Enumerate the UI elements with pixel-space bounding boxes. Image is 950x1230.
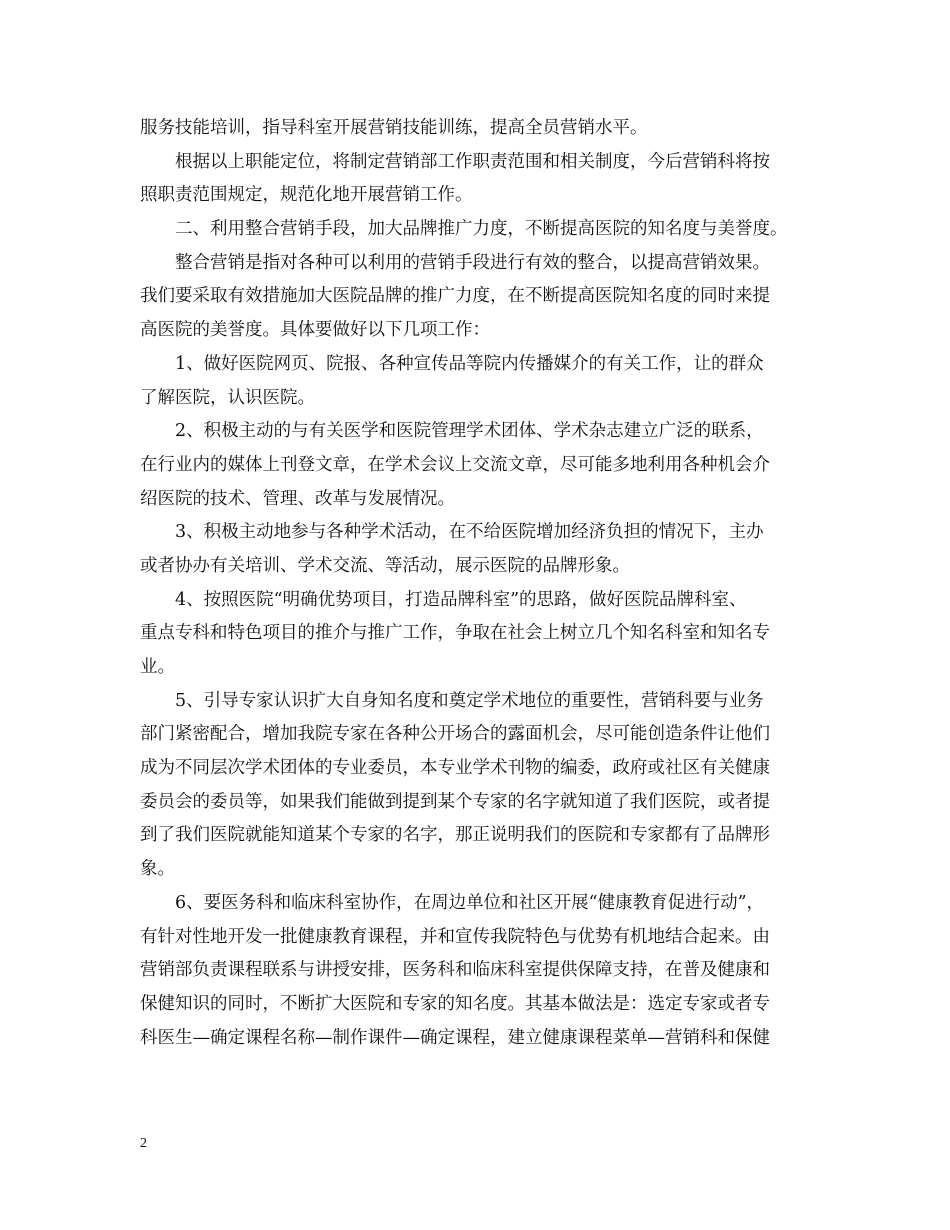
text-line: 照职责范围规定，规范化地开展营销工作。 bbox=[140, 185, 473, 206]
text-line: 重点专科和特色项目的推介与推广工作，争取在社会上树立几个知名科室和知名专 bbox=[140, 623, 770, 644]
text-line: 5、引导专家认识扩大自身知名度和奠定学术地位的重要性，营销科要与业务 bbox=[175, 690, 764, 711]
text-line: 部门紧密配合，增加我院专家在各种公开场合的露面机会，尽可能创造条件让他们 bbox=[140, 724, 770, 745]
text-line: 3、积极主动地参与各种学术活动，在不给医院增加经济负担的情况下，主办 bbox=[175, 522, 764, 543]
text-line: 高医院的美誉度。具体要做好以下几项工作： bbox=[140, 320, 490, 341]
text-line: 或者协办有关培训、学术交流、等活动，展示医院的品牌形象。 bbox=[140, 555, 630, 576]
text-line: 根据以上职能定位，将制定营销部工作职责范围和相关制度，今后营销科将按 bbox=[175, 151, 770, 172]
text-line: 6、要医务科和临床科室协作，在周边单位和社区开展“健康教育促进行动”， bbox=[175, 892, 765, 913]
text-line: 我们要采取有效措施加大医院品牌的推广力度，在不断提高医院知名度的同时来提 bbox=[140, 286, 770, 307]
text-line: 委员会的委员等，如果我们能做到提到某个专家的名字就知道了我们医院，或者提 bbox=[140, 791, 770, 812]
text-line: 到了我们医院就能知道某个专家的名字，那正说明我们的医院和专家都有了品牌形 bbox=[140, 825, 770, 846]
text-line: 了解医院，认识医院。 bbox=[140, 387, 315, 408]
text-line: 4、按照医院“明确优势项目，打造品牌科室”的思路，做好医院品牌科室、 bbox=[175, 589, 747, 610]
text-line: 科医生—确定课程名称—制作课件—确定课程，建立健康课程菜单—营销科和保健 bbox=[140, 1027, 770, 1048]
text-line: 业。 bbox=[140, 657, 175, 677]
text-line: 营销部负责课程联系与讲授安排，医务科和临床科室提供保障支持，在普及健康和 bbox=[140, 960, 770, 981]
body-text bbox=[140, 112, 830, 1055]
text-line: 二、利用整合营销手段，加大品牌推广力度，不断提高医院的知名度与美誉度。 bbox=[175, 219, 788, 240]
text-line: 整合营销是指对各种可以利用的营销手段进行有效的整合，以提高营销效果。 bbox=[175, 252, 770, 273]
text-line: 有针对性地开发一批健康教育课程，并和宣传我院特色与优势有机地结合起来。由 bbox=[140, 926, 770, 947]
text-line: 1、做好医院网页、院报、各种宣传品等院内传播媒介的有关工作，让的群众 bbox=[175, 353, 764, 374]
text-line: 在行业内的媒体上刊登文章，在学术会议上交流文章，尽可能多地利用各种机会介 bbox=[140, 454, 770, 475]
text-line: 服务技能培训，指导科室开展营销技能训练，提高全员营销水平。 bbox=[140, 118, 648, 138]
page-number: 2 bbox=[140, 1136, 147, 1151]
text-line: 保健知识的同时，不断扩大医院和专家的知名度。其基本做法是：选定专家或者专 bbox=[140, 993, 770, 1014]
text-line: 2、积极主动的与有关医学和医院管理学术团体、学术杂志建立广泛的联系， bbox=[175, 421, 764, 442]
text-line: 成为不同层次学术团体的专业委员，本专业学术刊物的编委，政府或社区有关健康 bbox=[140, 758, 770, 779]
text-line: 象。 bbox=[140, 859, 175, 880]
text-line: 绍医院的技术、管理、改革与发展情况。 bbox=[140, 488, 455, 509]
